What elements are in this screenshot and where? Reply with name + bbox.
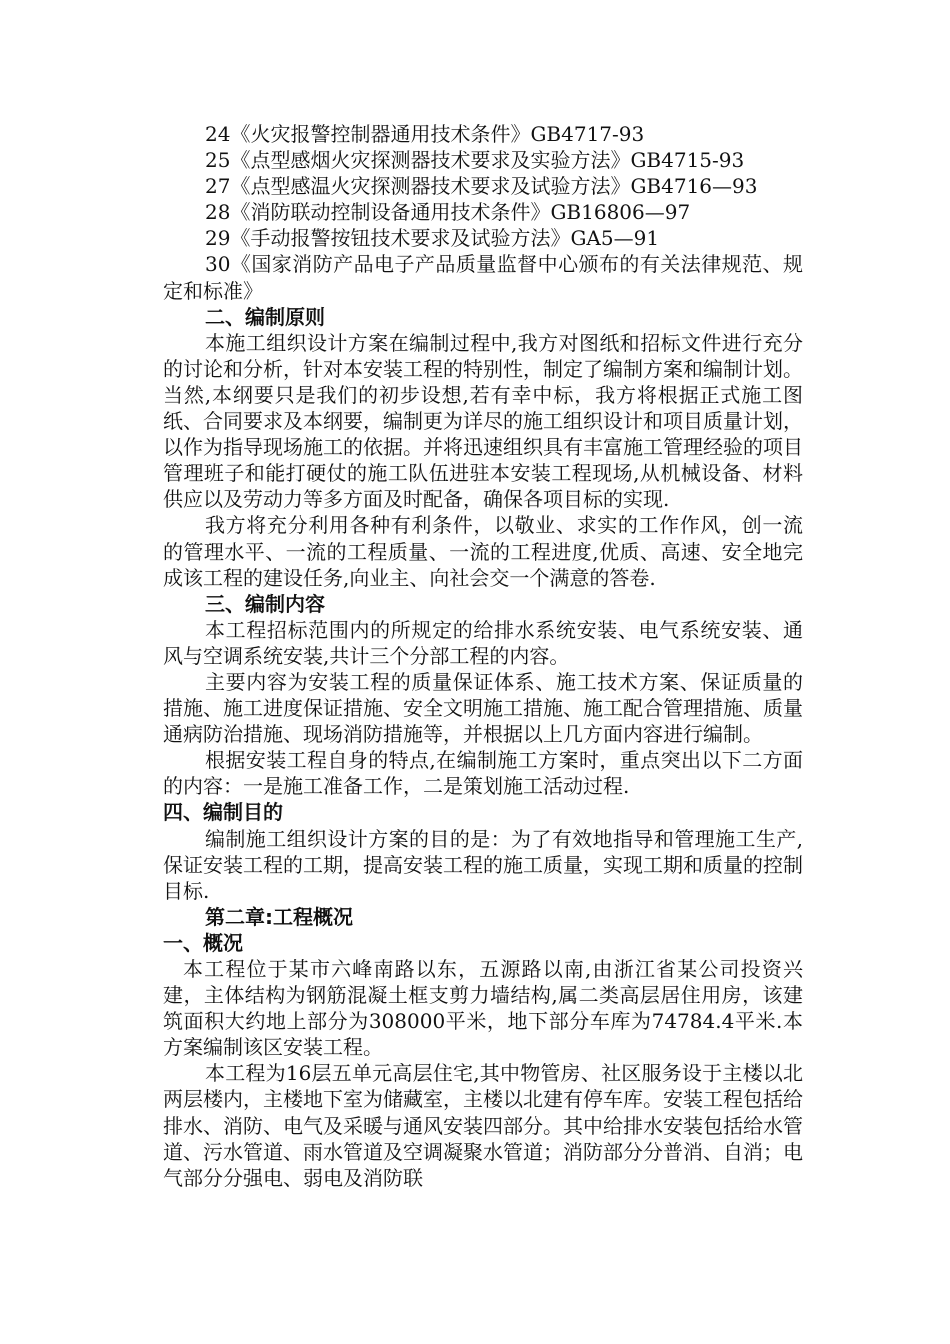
section-heading-content: 三、编制内容 xyxy=(205,591,325,616)
paragraph: 本施工组织设计方案在编制过程中,我方对图纸和招标文件进行充分的讨论和分析，针对本安装工程的特别性，制定了编制方案和编制计划。当然,本纲要只是我们的初步设想,若有幸中标，我方将根据正式施工图纸、合同要求及本纲要，编制更为详尽的施工组织设计和项目质量计划，以作为指导现场施工的依据。并将迅速组织具有丰富施工管理经验的项目管理班子和能打硬仗的施工队伍进驻本安装工程现场,从机械设备、材料供应以及劳动力等多方面及时配备，确保各项目标的实现. xyxy=(163,330,803,512)
section-heading-purpose: 四、编制目的 xyxy=(163,800,283,825)
paragraph: 主要内容为安装工程的质量保证体系、施工技术方案、保证质量的措施、施工进度保证措施、安全文明施工措施、施工配合管理措施、质量通病防治措施、现场消防措施等，并根据以上几方面内容进行编制。 xyxy=(163,669,803,747)
paragraph: 我方将充分利用各种有利条件，以敬业、求实的工作作风，创一流的管理水平、一流的工程质量、一流的工程进度,优质、高速、安全地完成该工程的建设任务,向业主、向社会交一个满意的答卷. xyxy=(163,513,803,590)
reference-item: 27《点型感温火灾探测器技术要求及试验方法》GB4716—93 xyxy=(205,174,758,199)
reference-item: 28《消防联动控制设备通用技术条件》GB16806—97 xyxy=(205,200,691,225)
paragraph: 本工程为16层五单元高层住宅,其中物管房、社区服务设于主楼以北两层楼内，主楼地下室为储藏室，主楼以北建有停车库。安装工程包括给排水、消防、电气及采暖与通风安装四部分。其中给排水安装包括给水管道、污水管道、雨水管道及空调凝聚水管道；消防部分分普消、自消；电气部分分强电、弱电及消防联 xyxy=(163,1061,803,1190)
reference-item: 30《国家消防产品电子产品质量监督中心颁布的有关法律规范、规定和标准》 xyxy=(163,252,803,303)
reference-item: 24《火灾报警控制器通用技术条件》GB4717-93 xyxy=(205,122,645,146)
reference-item: 29《手动报警按钮技术要求及试验方法》GA5—91 xyxy=(205,226,660,251)
section-heading-overview: 一、概况 xyxy=(163,930,243,955)
reference-item: 25《点型感烟火灾探测器技术要求及实验方法》GB4715-93 xyxy=(205,148,745,173)
paragraph: 本工程位于某市六峰南路以东，五源路以南,由浙江省某公司投资兴建，主体结构为钢筋混凝土框支剪力墙结构,属二类高层居住用房，该建筑面积大约地上部分为308000平米，地下部分车库为74784.4平米.本方案编制该区安装工程。 xyxy=(163,957,803,1060)
paragraph: 编制施工组织设计方案的目的是：为了有效地指导和管理施工生产,保证安装工程的工期，提高安装工程的施工质量，实现工期和质量的控制目标. xyxy=(163,826,803,903)
paragraph: 根据安装工程自身的特点,在编制施工方案时，重点突出以下二方面的内容：一是施工准备工作，二是策划施工活动过程. xyxy=(163,748,803,799)
document-body xyxy=(163,121,803,1191)
paragraph: 本工程招标范围内的所规定的给排水系统安装、电气系统安装、通风与空调系统安装,共计三个分部工程的内容。 xyxy=(163,617,803,668)
chapter-heading: 第二章:工程概况 xyxy=(205,904,353,929)
section-heading-principles: 二、编制原则 xyxy=(205,304,325,329)
